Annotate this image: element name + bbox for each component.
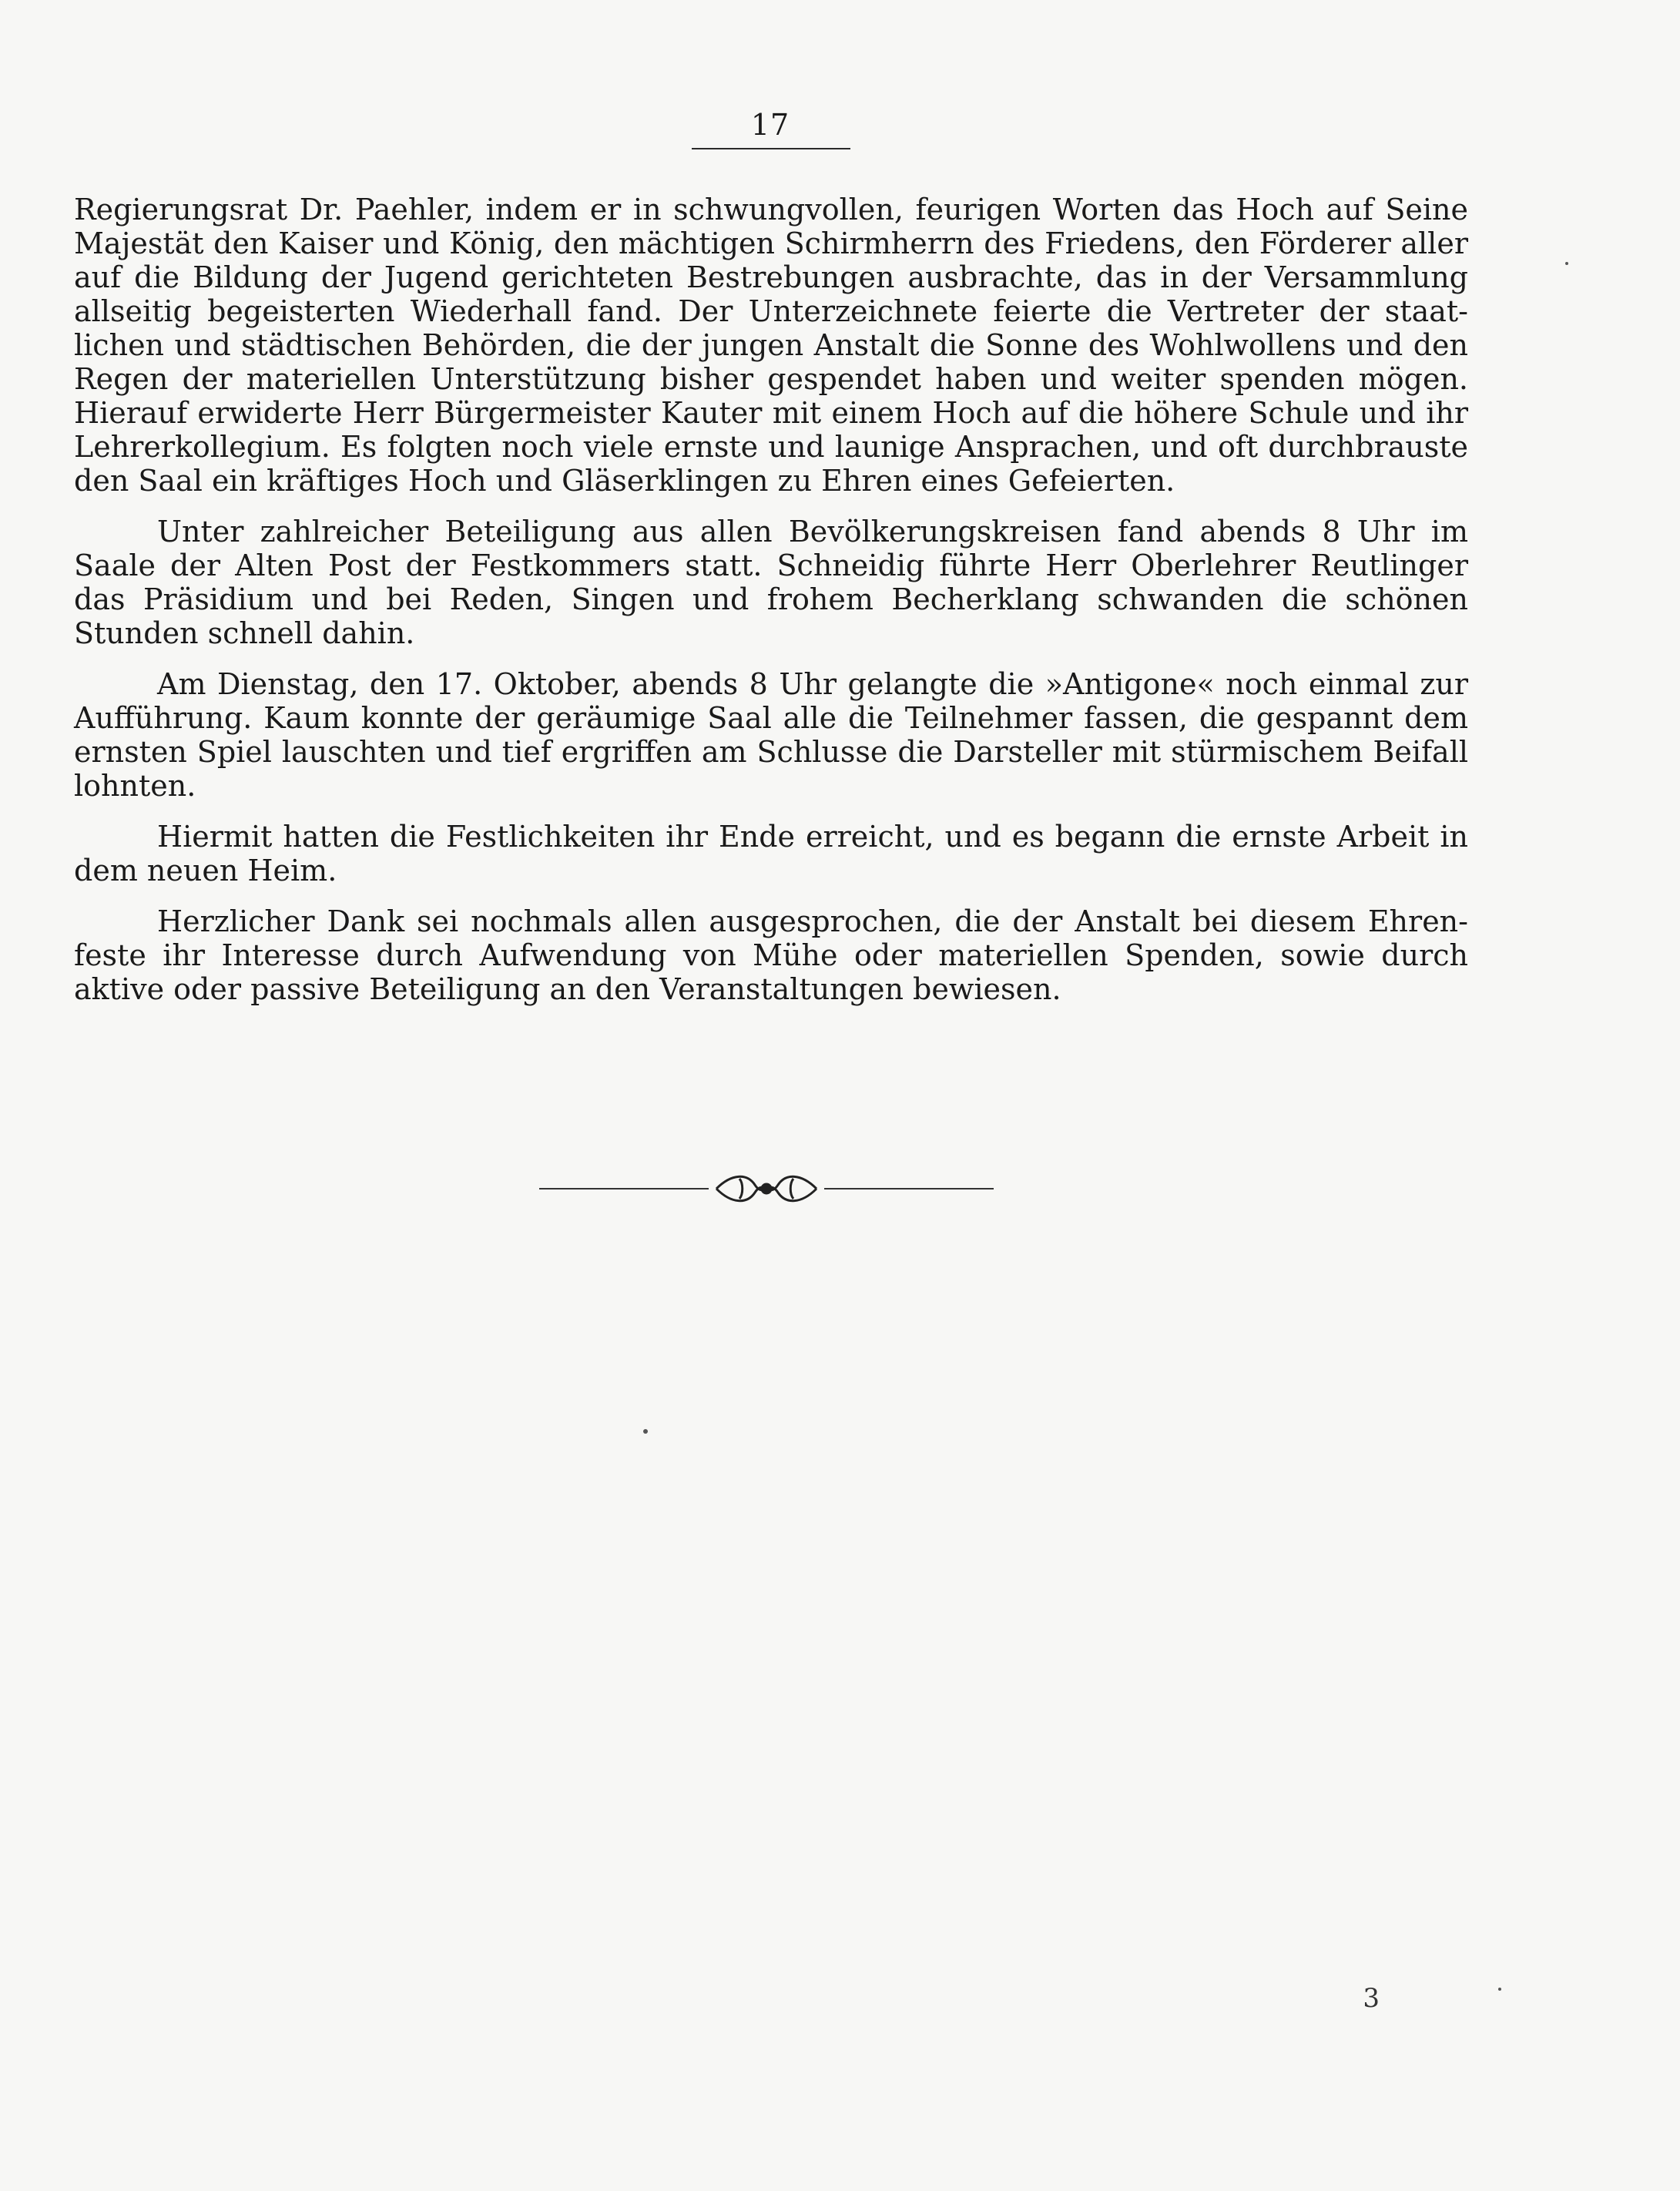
speck [1565,262,1568,265]
paragraph: Regierungsrat Dr. Paehler, indem er in schwungvollen, feurigen Worten das Hoch auf Seine Majestät den Kaiser und König, den mächtigen Schirmherrn des Friedens, den Förderer aller auf die Bildung der Jugend gerichteten Bestrebungen ausbrachte, das in der Versammlung allseitig begeisterten Wiederhall fand. Der Unterzeichnete feierte die Vertreter der staatlichen und städtischen Behörden, die der jungen Anstalt die Sonne des Wohlwollens und den Regen der materiellen Unterstützung bisher gespendet haben und weiter spenden mögen. Hierauf erwiderte Herr Bürgermeister Kauter mit einem Hoch auf die höhere Schule und ihr Lehrerkollegium. Es folgten noch viele ernste und launige Ansprachen, und oft durchbrauste den Saal ein kräftiges Hoch und Gläserklingen zu Ehren eines Gefeierten. [74,193,1468,498]
ornament-divider [539,1162,994,1216]
ornament-line-left [539,1188,709,1189]
sheet-signature: 3 [1363,1983,1380,2014]
ornament-line-right [824,1188,994,1189]
header-rule [692,148,850,149]
paragraph: Herzlicher Dank sei nochmals allen ausgesprochen, die der Anstalt bei diesem Ehrenfeste ihr Interesse durch Aufwendung von Mühe oder materiellen Spenden, sowie durch aktive oder passive Beteiligung an den Veranstaltungen bewiesen. [74,904,1468,1006]
ornament-icon [709,1162,824,1216]
paragraph: Am Dienstag, den 17. Oktober, abends 8 Uhr gelangte die »Antigone« noch einmal zur Aufführung. Kaum konnte der geräumige Saal alle die Teilnehmer fassen, die gespannt dem ernsten Spiel lauschten und tief ergriffen am Schlusse die Darsteller mit stürmischem Beifall lohnten. [74,667,1468,803]
paragraph: Unter zahlreicher Beteiligung aus allen Bevölkerungskreisen fand abends 8 Uhr im Saale der Alten Post der Festkommers statt. Schneidig führte Herr Oberlehrer Reutlinger das Präsidium und bei Reden, Singen und frohem Becherklang schwanden die schönen Stunden schnell dahin. [74,515,1468,650]
speck [1498,1988,1501,1991]
paragraph: Hiermit hatten die Festlichkeiten ihr Ende erreicht, und es begann die ernste Arbeit in dem neuen Heim. [74,820,1468,887]
speck [643,1429,648,1434]
body-text [74,193,1468,1023]
page-number: 17 [750,108,790,142]
